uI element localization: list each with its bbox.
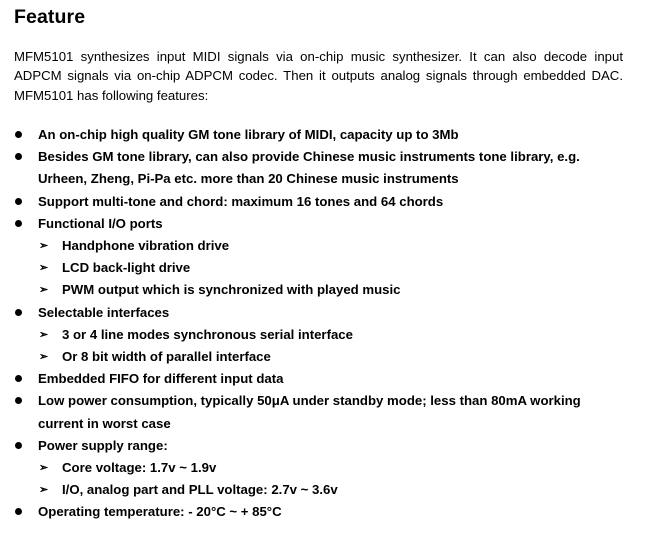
sub-feature-item — [14, 324, 624, 346]
bullet-icon — [15, 131, 22, 138]
feature-text: Besides GM tone library, can also provide Chinese music instruments tone library, e.g. Urheen, Zheng, Pi-Pa etc. more than 20 Chinese music instruments — [38, 149, 580, 187]
feature-item — [14, 390, 624, 434]
bullet-icon — [15, 220, 22, 227]
sub-feature-item — [14, 279, 624, 301]
feature-item — [14, 191, 624, 213]
bullet-icon — [15, 375, 22, 382]
sub-feature-text: Or 8 bit width of parallel interface — [62, 349, 271, 365]
bullet-icon — [15, 397, 22, 404]
feature-item — [14, 501, 624, 523]
arrow-bullet-icon: ➢ — [39, 240, 49, 253]
bullet-icon — [15, 153, 22, 160]
feature-text: Embedded FIFO for different input data — [38, 371, 284, 387]
sub-feature-text: LCD back-light drive — [62, 260, 191, 276]
sub-feature-item — [14, 457, 624, 479]
feature-text: Functional I/O ports — [38, 215, 163, 231]
bullet-icon — [15, 442, 22, 449]
feature-item — [14, 124, 624, 146]
arrow-bullet-icon: ➢ — [39, 462, 49, 475]
arrow-bullet-icon: ➢ — [39, 262, 49, 275]
bullet-icon — [15, 508, 22, 515]
feature-text: Power supply range: — [38, 437, 168, 453]
sub-feature-text: 3 or 4 line modes synchronous serial interface — [62, 326, 353, 342]
feature-text: Operating temperature: - 20°C ~ + 85°C — [38, 504, 282, 520]
feature-text: Selectable interfaces — [38, 304, 170, 320]
sub-feature-text: PWM output which is synchronized with played music — [62, 282, 401, 298]
feature-item — [14, 435, 624, 457]
arrow-bullet-icon: ➢ — [39, 351, 49, 364]
feature-item — [14, 368, 624, 390]
sub-feature-text: Core voltage: 1.7v ~ 1.9v — [62, 460, 217, 476]
sub-feature-item — [14, 257, 624, 279]
intro-paragraph: MFM5101 synthesizes input MIDI signals via on-chip music synthesizer. It can also decode input ADPCM signals via on-chip ADPCM codec. Then it outputs analog signals through embedded DAC. MFM5101 has following features: — [14, 49, 623, 103]
feature-item — [14, 302, 624, 324]
arrow-bullet-icon: ➢ — [39, 328, 49, 341]
section-heading: Feature — [14, 6, 86, 28]
arrow-bullet-icon: ➢ — [39, 284, 49, 297]
bullet-icon — [15, 198, 22, 205]
feature-item — [14, 213, 624, 235]
feature-item — [14, 146, 624, 190]
sub-feature-item — [14, 346, 624, 368]
feature-text: Support multi-tone and chord: maximum 16 tones and 64 chords — [38, 193, 444, 209]
sub-feature-text: Handphone vibration drive — [62, 238, 230, 254]
feature-text: An on-chip high quality GM tone library of MIDI, capacity up to 3Mb — [38, 127, 459, 142]
sub-feature-item — [14, 235, 624, 257]
arrow-bullet-icon: ➢ — [39, 484, 49, 497]
sub-feature-text: I/O, analog part and PLL voltage: 2.7v ~ 3.6v — [62, 482, 338, 498]
sub-feature-item — [14, 479, 624, 501]
feature-list — [14, 124, 624, 524]
feature-text: Low power consumption, typically 50μA under standby mode; less than 80mA working current in worst case — [38, 393, 581, 431]
bullet-icon — [15, 309, 22, 316]
